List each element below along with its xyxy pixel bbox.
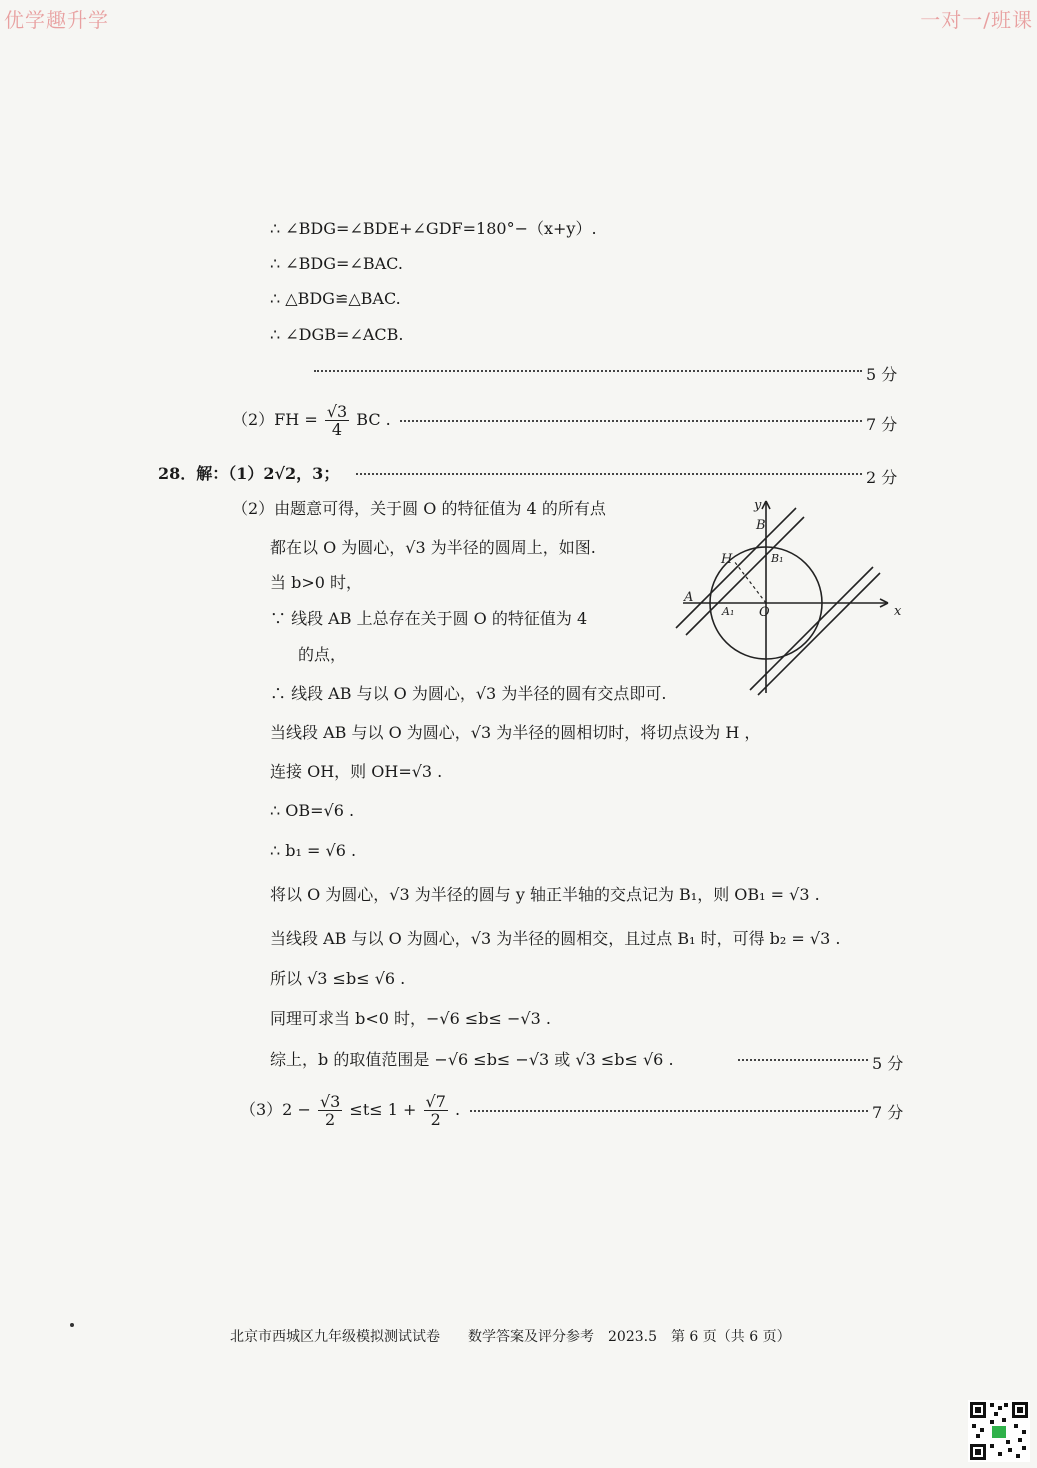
q28-p2-line-11: 将以 O 为圆心，√3 为半径的圆与 y 轴正半轴的交点记为 B₁，则 OB₁ = √3 . bbox=[270, 885, 820, 904]
label-y: y bbox=[754, 498, 762, 513]
label-x: x bbox=[894, 604, 902, 619]
q2-tail: BC . bbox=[356, 410, 391, 429]
q28-p2-line-13: 所以 √3 ≤b≤ √6 . bbox=[270, 969, 406, 988]
dotted-leader bbox=[400, 420, 862, 422]
label-a: A bbox=[684, 590, 694, 605]
proof-line-2: ∴ ∠BDG=∠BAC. bbox=[270, 254, 403, 273]
line-tangent-upper bbox=[676, 508, 796, 628]
q3-label: （3）2 − bbox=[240, 1100, 311, 1119]
line-lower-1 bbox=[750, 567, 873, 690]
score-5-b: 5 分 bbox=[872, 1054, 904, 1073]
q28-p2-line-3: 当 b>0 时， bbox=[270, 573, 363, 592]
q3-denominator-1: 2 bbox=[325, 1110, 336, 1129]
label-b1: B₁ bbox=[771, 552, 784, 565]
dotted-leader bbox=[470, 1110, 868, 1112]
q28-p2-line-12: 当线段 AB 与以 O 为圆心，√3 为半径的圆相交，且过点 B₁ 时，可得 b₂ = √3 . bbox=[270, 929, 841, 948]
qr-code-icon bbox=[968, 1400, 1030, 1462]
q2-fraction bbox=[325, 403, 349, 438]
dotted-leader bbox=[356, 473, 862, 475]
page-mark bbox=[70, 1323, 74, 1327]
q3-numerator-1: √3 bbox=[319, 1092, 341, 1111]
q3-end: . bbox=[454, 1100, 461, 1119]
score-7-b: 7 分 bbox=[872, 1103, 904, 1122]
label-a1: A₁ bbox=[722, 605, 735, 618]
q28-answer-1: 28．解：（1）2√2，3； bbox=[158, 464, 340, 483]
dotted-leader bbox=[738, 1059, 868, 1061]
page-footer: 北京市西城区九年级模拟测试试卷 数学答案及评分参考 2023.5 第 6 页（共 6 页） bbox=[230, 1329, 791, 1345]
q28-p2-line-15: 综上，b 的取值范围是 −√6 ≤b≤ −√3 或 √3 ≤b≤ √6 . bbox=[270, 1050, 674, 1069]
line-through-b1 bbox=[686, 517, 804, 635]
label-h: H bbox=[721, 552, 733, 567]
watermark-right: 一对一/班课 bbox=[920, 8, 1033, 32]
q28-p2-line-14: 同理可求当 b<0 时，−√6 ≤b≤ −√3 . bbox=[270, 1009, 551, 1028]
q28-p2-line-1: （2）由题意可得，关于圆 O 的特征值为 4 的所有点 bbox=[232, 499, 606, 518]
q3-denominator-2: 2 bbox=[430, 1110, 441, 1129]
q28-p2-line-2: 都在以 O 为圆心，√3 为半径的圆周上，如图. bbox=[270, 538, 596, 557]
label-b: B bbox=[756, 518, 766, 533]
q2-denominator: 4 bbox=[331, 420, 343, 439]
label-o: O bbox=[759, 605, 770, 620]
q3-mid: ≤t≤ 1 + bbox=[349, 1100, 417, 1119]
q28-p2-line-5: 的点， bbox=[298, 645, 347, 664]
q28-p2-line-8: 连接 OH，则 OH=√3 . bbox=[270, 762, 443, 781]
dotted-leader bbox=[314, 370, 862, 372]
q28-p2-line-9: ∴ OB=√6 . bbox=[270, 801, 355, 820]
q2-numerator: √3 bbox=[326, 402, 348, 421]
proof-line-1: ∴ ∠BDG=∠BDE+∠GDF=180°−（x+y）. bbox=[270, 219, 597, 238]
q3-numerator-2: √7 bbox=[425, 1092, 446, 1111]
q28-p2-line-6: ∴ 线段 AB 与以 O 为圆心，√3 为半径的圆有交点即可. bbox=[270, 684, 667, 703]
answer-q3 bbox=[240, 1090, 460, 1130]
geometry-diagram bbox=[668, 495, 908, 700]
proof-line-4: ∴ ∠DGB=∠ACB. bbox=[270, 325, 404, 344]
score-7-a: 7 分 bbox=[866, 415, 898, 434]
q2-label: （2）FH = bbox=[232, 410, 318, 429]
proof-line-3: ∴ △BDG≌△BAC. bbox=[270, 289, 401, 308]
q3-fraction-2 bbox=[424, 1093, 448, 1128]
q28-p2-line-4: ∵ 线段 AB 上总存在关于圆 O 的特征值为 4 bbox=[270, 609, 588, 628]
line-lower-2 bbox=[758, 573, 880, 695]
score-2: 2 分 bbox=[866, 468, 898, 487]
q28-p2-line-10: ∴ b₁ = √6 . bbox=[270, 841, 357, 860]
q28-p2-line-7: 当线段 AB 与以 O 为圆心，√3 为半径的圆相切时，将切点设为 H ， bbox=[270, 723, 761, 742]
answer-q2 bbox=[232, 400, 391, 440]
score-5-a: 5 分 bbox=[866, 365, 898, 384]
q3-fraction-1 bbox=[318, 1093, 342, 1128]
watermark-left: 优学趣升学 bbox=[4, 8, 109, 32]
